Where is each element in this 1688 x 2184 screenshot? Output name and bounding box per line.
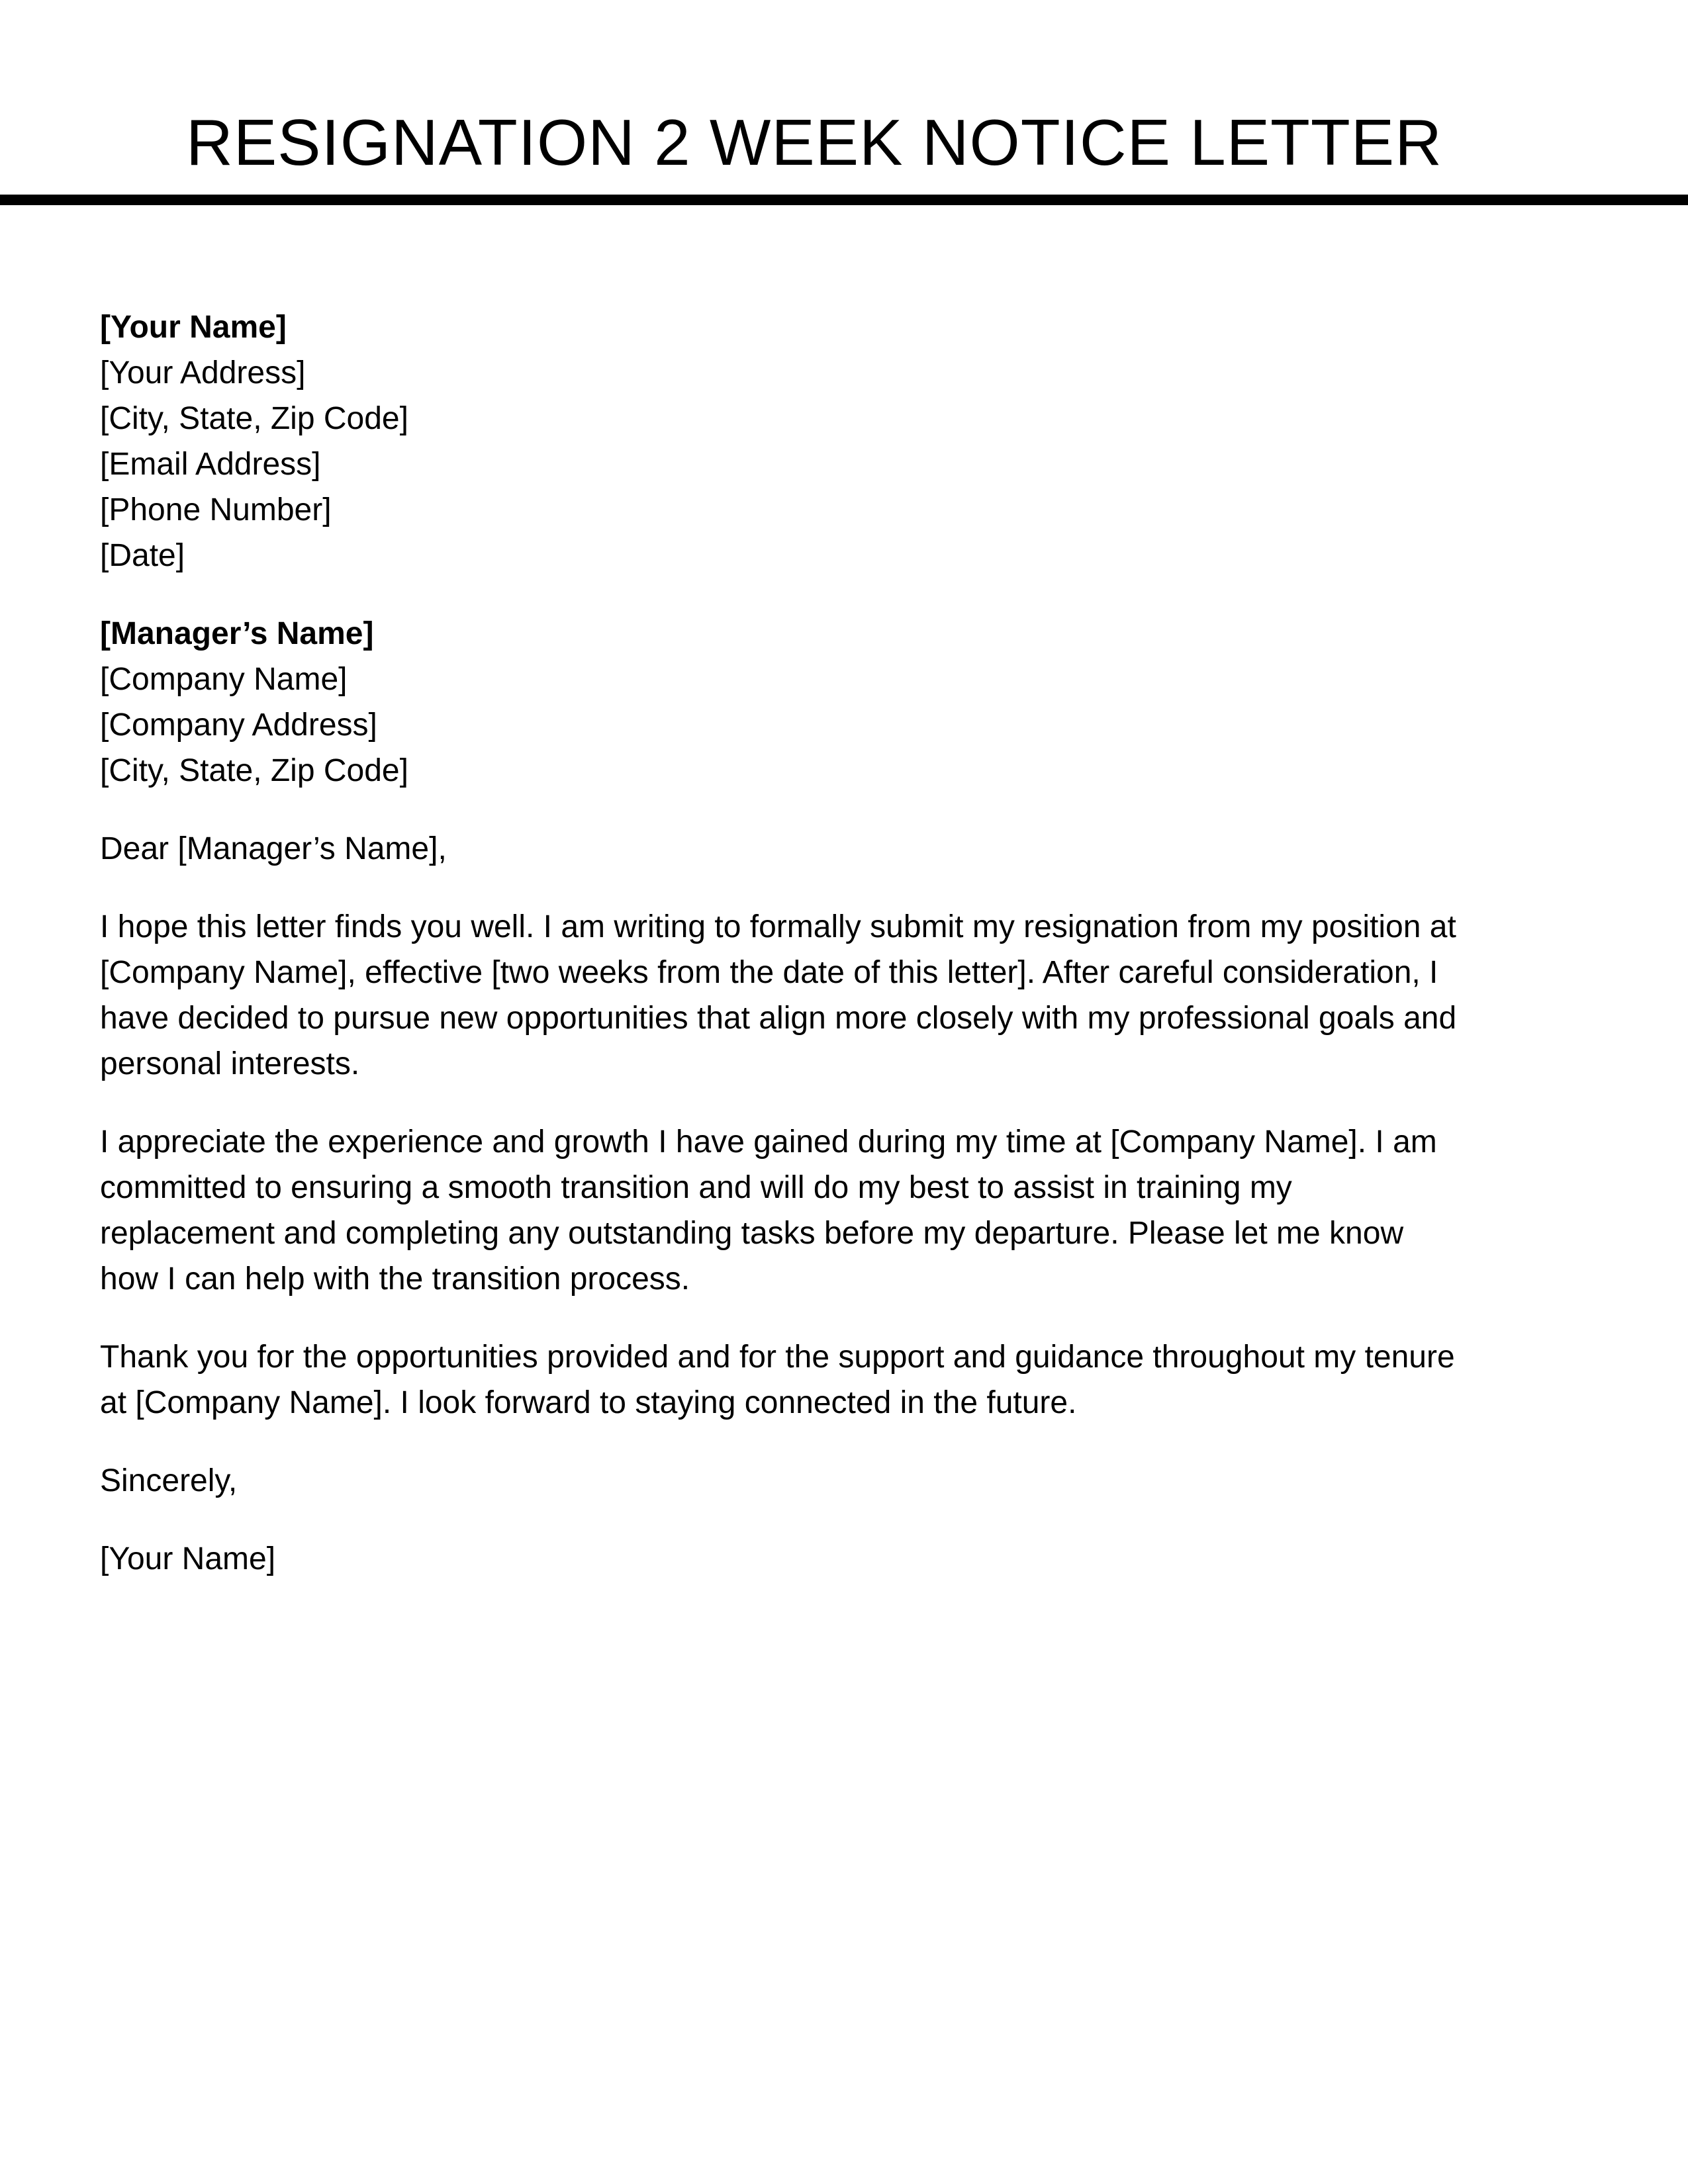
signature-name: [Your Name] — [100, 1541, 276, 1576]
recipient-city-state-zip: [City, State, Zip Code] — [100, 753, 408, 788]
sender-email: [Email Address] — [100, 447, 321, 482]
paragraph-line: how I can help with the transition process. — [100, 1261, 690, 1297]
paragraph-line: I hope this letter finds you well. I am writing to formally submit my resignation from my position at — [100, 909, 1456, 944]
recipient-block — [100, 611, 1603, 794]
signature — [100, 1536, 1603, 1582]
paragraph-line: personal interests. — [100, 1046, 360, 1081]
recipient-address: [Company Address] — [100, 707, 377, 743]
paragraph-line: have decided to pursue new opportunities that align more closely with my professional goals and — [100, 1001, 1457, 1036]
paragraph-line: replacement and completing any outstanding tasks before my departure. Please let me know — [100, 1216, 1404, 1251]
sender-city-state-zip: [City, State, Zip Code] — [100, 401, 408, 436]
sender-block — [100, 304, 1603, 578]
salutation-text: Dear [Manager’s Name], — [100, 831, 447, 866]
paragraph-3 — [100, 1334, 1603, 1426]
paragraph-2 — [100, 1119, 1603, 1302]
paragraph-line: at [Company Name]. I look forward to staying connected in the future. — [100, 1385, 1077, 1420]
recipient-name: [Manager’s Name] — [100, 616, 374, 651]
recipient-company: [Company Name] — [100, 662, 348, 697]
closing — [100, 1458, 1603, 1504]
paragraph-line: [Company Name], effective [two weeks from the date of this letter]. After careful consideration, I — [100, 955, 1438, 990]
sender-phone: [Phone Number] — [100, 492, 332, 527]
sender-address: [Your Address] — [100, 355, 306, 390]
closing-text: Sincerely, — [100, 1463, 238, 1498]
letter-date: [Date] — [100, 538, 185, 573]
title-divider — [0, 195, 1688, 205]
sender-name: [Your Name] — [100, 310, 287, 345]
paragraph-1 — [100, 904, 1603, 1087]
letter-body — [100, 304, 1603, 1614]
paragraph-line: Thank you for the opportunities provided and for the support and guidance throughout my tenure — [100, 1340, 1455, 1375]
paragraph-line: committed to ensuring a smooth transition and will do my best to assist in training my — [100, 1170, 1292, 1205]
paragraph-line: I appreciate the experience and growth I have gained during my time at [Company Name]. I am — [100, 1124, 1437, 1160]
salutation — [100, 826, 1603, 872]
page-title: RESIGNATION 2 WEEK NOTICE LETTER — [186, 106, 1442, 179]
